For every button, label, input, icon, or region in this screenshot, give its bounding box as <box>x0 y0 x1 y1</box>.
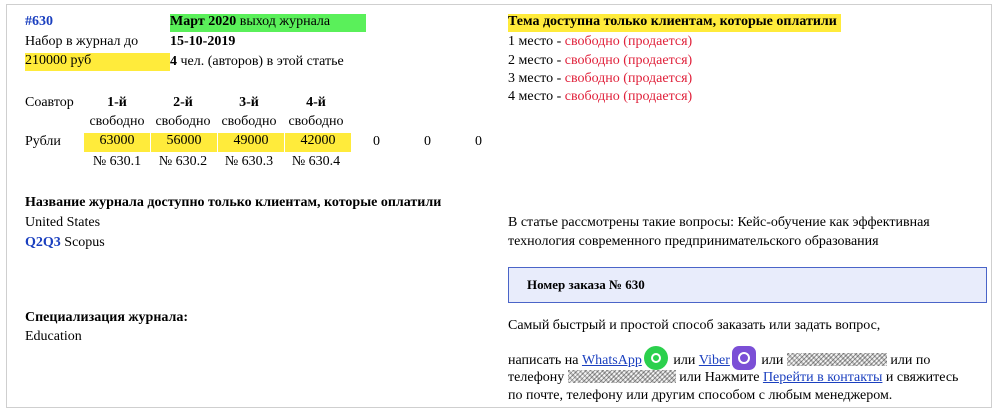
topic-questions-line2: технология современного предпринимательского образования <box>508 234 879 249</box>
contact-line1: Самый быстрый и простой способ заказать или задать вопрос, <box>508 318 881 333</box>
issue-date-rest: выход журнала <box>236 14 331 29</box>
redacted-contact <box>787 353 887 366</box>
place-status: свободно (продается) <box>564 34 693 49</box>
recruit-date: 15-10-2019 <box>170 34 236 49</box>
coauthor-code: № 630.1 <box>92 154 142 169</box>
contact-text: и свяжитесь <box>882 370 959 385</box>
coauthor-title: 4-й <box>306 95 326 110</box>
coauthor-status: свободно <box>89 114 145 129</box>
place-status: свободно (продается) <box>564 89 693 104</box>
extra-price: 0 <box>373 134 380 149</box>
authors-text: чел. (авторов) в этой статье <box>177 54 344 69</box>
issue-number: #630 <box>25 14 53 29</box>
issue-date <box>170 14 366 32</box>
contact-line4: по почте, телефону или другим способом с любым менеджером. <box>508 388 893 403</box>
topic-questions-line1: В статье рассмотрены такие вопросы: Кейс-обучение как эффективная <box>508 215 930 230</box>
contact-text: или <box>669 353 699 368</box>
place-label: 4 место - <box>508 89 565 104</box>
coauthor-status: свободно <box>288 114 344 129</box>
authors-count: 4 <box>170 54 177 69</box>
whatsapp-link[interactable]: WhatsApp <box>581 353 642 368</box>
coauthor-price: 49000 <box>218 133 284 152</box>
extra-price: 0 <box>424 134 431 149</box>
contacts-link[interactable]: Перейти в контакты <box>762 370 883 385</box>
topic-place <box>508 89 692 105</box>
coauthor-price: 56000 <box>151 133 217 152</box>
recruit-label: Набор в журнал до <box>25 34 139 49</box>
journal-quartile: Q2Q3 <box>25 235 61 250</box>
price-total: 210000 руб <box>25 53 170 71</box>
coauthor-status: свободно <box>155 114 211 129</box>
coauthor-title: 2-й <box>173 95 193 110</box>
extra-price: 0 <box>475 134 482 149</box>
place-label: 2 место - <box>508 53 565 68</box>
topic-place <box>508 34 692 50</box>
issue-date-bold: Март 2020 <box>170 14 237 29</box>
contact-text: написать на <box>508 353 582 368</box>
place-status: свободно (продается) <box>564 71 693 86</box>
spec-value: Education <box>25 329 82 344</box>
coauthor-title: 1-й <box>107 95 127 110</box>
contact-text: или <box>757 353 787 368</box>
topic-heading: Тема доступна только клиентам, которые оплатили <box>508 14 841 32</box>
order-number-box <box>508 267 987 303</box>
place-label: 1 место - <box>508 34 565 49</box>
contact-line3 <box>508 370 958 386</box>
contact-text: или по <box>886 353 931 368</box>
contact-line2 <box>508 346 930 370</box>
whatsapp-icon[interactable] <box>644 346 668 370</box>
viber-link[interactable]: Viber <box>698 353 730 368</box>
authors-info <box>170 54 344 70</box>
coauthor-price: 42000 <box>285 133 351 152</box>
price-row-label: Рубли <box>25 134 61 149</box>
topic-place <box>508 71 692 87</box>
coauthor-row-label: Соавтор <box>25 95 74 110</box>
coauthor-code: № 630.4 <box>291 154 341 169</box>
coauthor-price: 63000 <box>84 133 150 152</box>
viber-icon[interactable] <box>732 346 756 370</box>
coauthor-code: № 630.2 <box>158 154 208 169</box>
coauthor-code: № 630.3 <box>224 154 274 169</box>
coauthor-status: свободно <box>221 114 277 129</box>
place-label: 3 место - <box>508 71 565 86</box>
contact-text: телефону <box>508 370 568 385</box>
journal-name-heading: Название журнала доступно только клиентам, которые оплатили <box>25 195 442 210</box>
journal-country: United States <box>25 215 101 230</box>
order-number: Номер заказа № 630 <box>527 277 645 292</box>
journal-index <box>25 235 105 251</box>
redacted-phone <box>568 370 676 383</box>
spec-heading: Специализация журнала: <box>25 310 189 325</box>
journal-index-name: Scopus <box>60 235 105 250</box>
contact-text: или Нажмите <box>675 370 763 385</box>
place-status: свободно (продается) <box>564 53 693 68</box>
topic-place <box>508 53 692 69</box>
coauthor-title: 3-й <box>239 95 259 110</box>
